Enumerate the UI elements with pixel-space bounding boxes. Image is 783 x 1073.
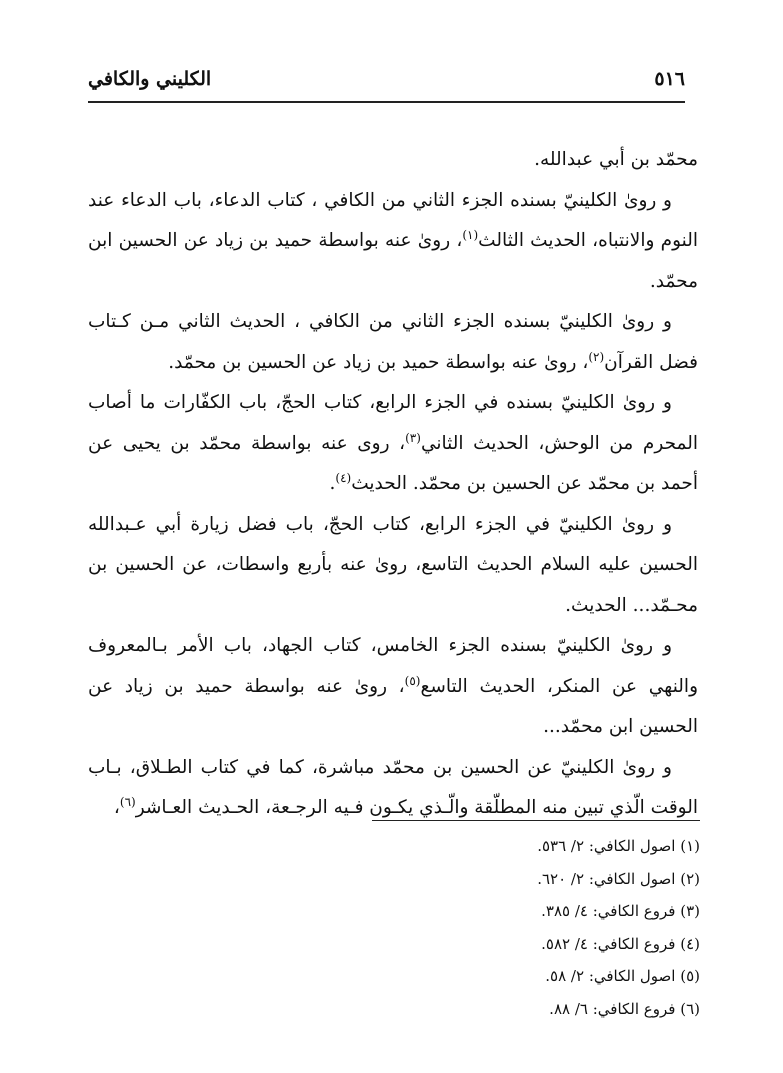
footnote: (٥) اصول الكافي: ٢/ ٥٨. (545, 967, 700, 985)
paragraph: محمّد بن أبي عبدالله. (534, 149, 698, 170)
footnote: (٦) فروع الكافي: ٦/ ٨٨. (549, 999, 700, 1018)
footnote-ref: (٣) (405, 430, 421, 445)
paragraph: و رویٰ الكلينيّ في الجزء الرابع، كتاب الحجّ، باب فضل زيارة أبي عـبدالله الحسين عليه السلام الحديث التاسع، رویٰ عنه بأربع واسطات، عن الحسين بن محـمّد... الحديث. (88, 513, 698, 616)
body-text (88, 140, 698, 829)
paragraph: و رویٰ الكلينيّ عن الحسين بن محمّد مباشرة، كما في كتاب الطـلاق، بـاب الوقت الّذي تبين منه المطلّقة والّـذي يكـون فـيه الرجـعة، الحـديث العـاشر$^{(٦)}$، (88, 756, 698, 818)
paragraph: و رویٰ الكلينيّ بسنده الجزء الثاني من الكافي ، الحديث الثاني مـن كـتاب فضل القرآن$^{(٢)}$، رویٰ عنه بواسطة حميد بن زياد عن الحسين بن محمّد. (88, 311, 698, 373)
footnote: (٤) فروع الكافي: ٤/ ٥٨٢. (541, 934, 700, 953)
page-number: ٥١٦ (654, 68, 685, 90)
footnotes (372, 830, 700, 1025)
running-title: الكليني والكافي (88, 68, 212, 90)
footnote-rule (372, 820, 700, 821)
footnote: (٢) اصول الكافي: ٢/ ٦٢٠. (537, 869, 700, 888)
header-rule (88, 101, 685, 103)
footnote-ref: (٦) (119, 795, 136, 809)
footnote: (٣) فروع الكافي: ٤/ ٣٨٥. (541, 902, 700, 920)
paragraph: و رویٰ الكلينيّ بسنده الجزء الثاني من الكافي ، كتاب الدعاء، باب الدعاء عند النوم والانتباه، الحديث الثالث$^{(١)}$، رویٰ عنه بواسطة حميد بن زياد عن الحسين ابن محمّد. (88, 189, 698, 292)
footnote-ref: (١) (462, 228, 479, 242)
paragraph: و رویٰ الكلينيّ بسنده الجزء الخامس، كتاب الجهاد، باب الأمر بـالمعروف والنهي عن المنكر، الحديث التاسع$^{(٥)}$، رویٰ عنه بواسطة حميد بن زياد عن الحسين ابن محمّد... (88, 635, 698, 737)
footnote: (١) اصول الكافي: ٢/ ٥٣٦. (537, 837, 700, 855)
footnote-ref: (٤) (335, 471, 352, 485)
page-header (88, 68, 685, 98)
footnote-ref: (٢) (588, 349, 605, 364)
footnote-ref: (٥) (404, 673, 421, 688)
paragraph: و رویٰ الكلينيّ بسنده في الجزء الرابع، كتاب الحجّ، باب الكفّارات ما أصاب المحرم من الوحش، الحديث الثاني$^{(٣)}$، روى عنه بواسطة محمّد بن يحيى عن أحمد بن محمّد عن الحسين بن محمّد. الحديث$^{(٤)}$. (88, 392, 698, 494)
